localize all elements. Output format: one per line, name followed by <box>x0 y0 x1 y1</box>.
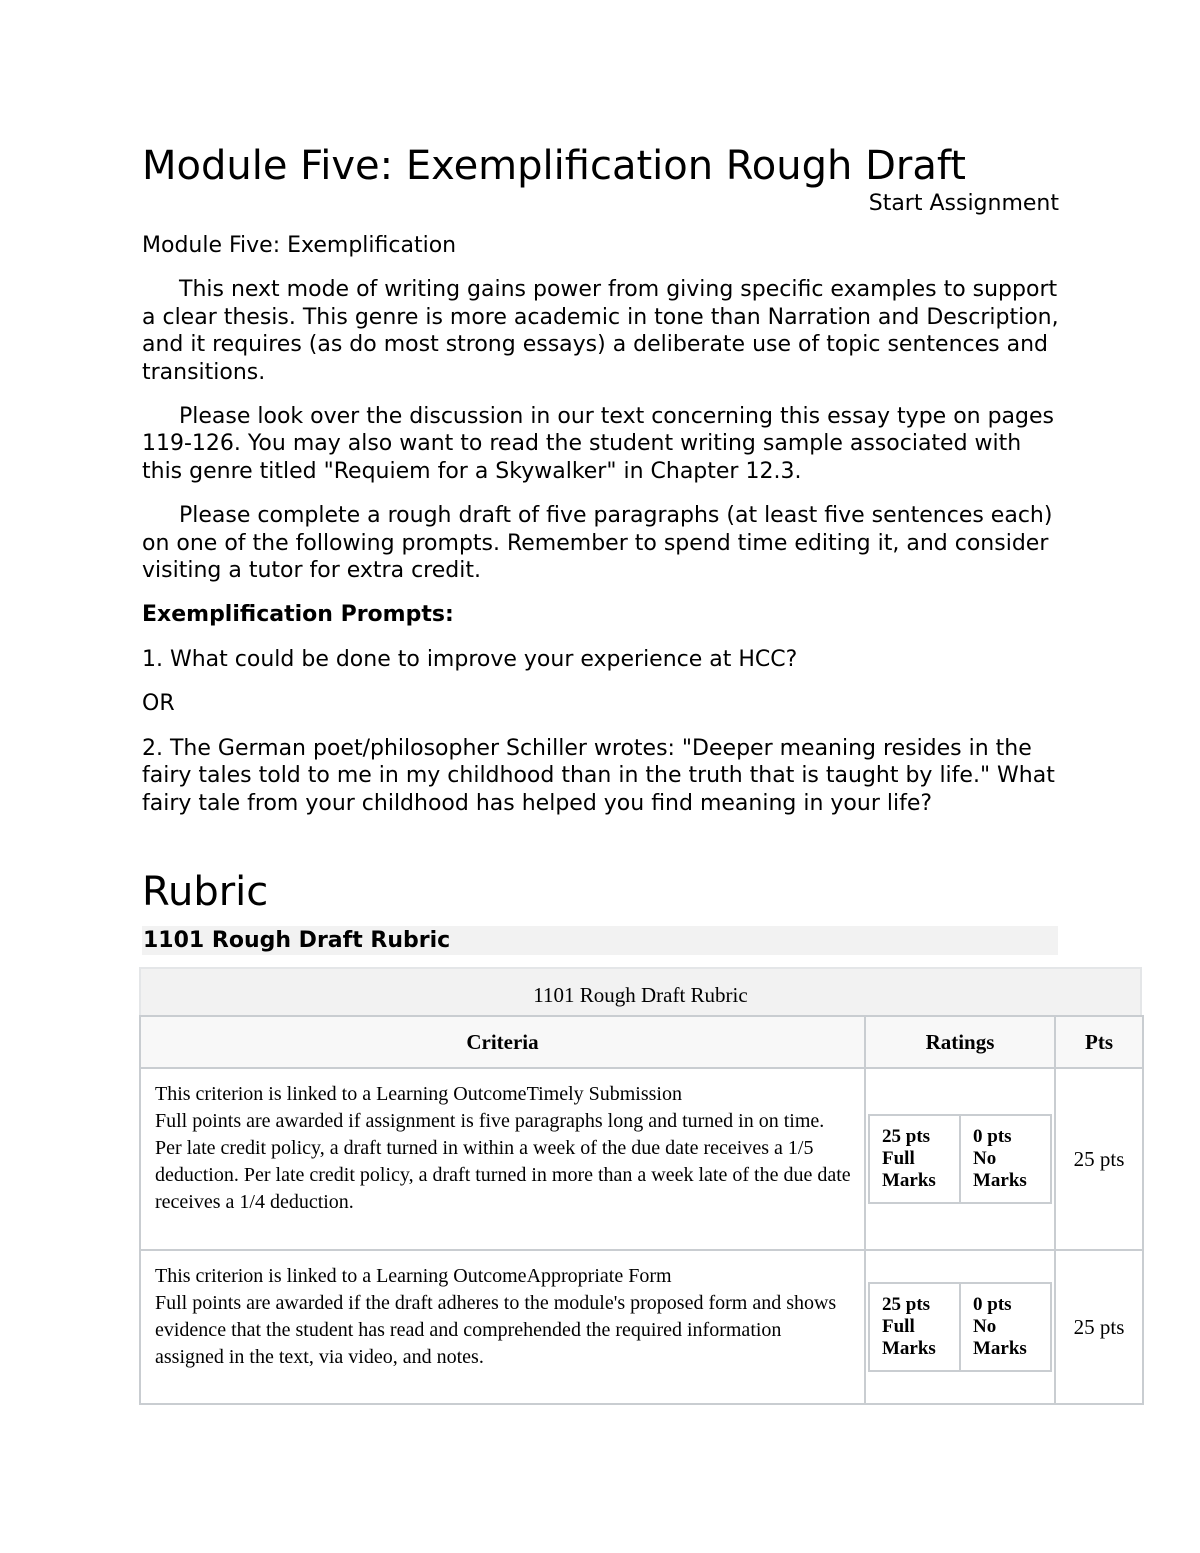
reading-paragraph: Please look over the discussion in our text concerning this essay type on pages 119-126. You may also want to read the student writing sample associated with this genre titled "Requiem for a Skywalker" in Chapter 12.3. <box>142 404 1054 484</box>
rating-points: 25 pts <box>882 1126 931 1147</box>
rubric-table-container <box>139 967 1142 1405</box>
rubric-heading: Rubric <box>142 869 269 915</box>
ratings-cell <box>865 1068 1055 1250</box>
criterion-cell <box>140 1068 865 1250</box>
column-header-pts: Pts <box>1055 1016 1143 1068</box>
rating-label: No <box>973 1316 997 1337</box>
criterion-title: This criterion is linked to a Learning OutcomeTimely Submission <box>155 1083 682 1105</box>
rubric-header-row <box>140 1016 1143 1068</box>
ratings-group <box>868 1114 1052 1204</box>
criterion-title: This criterion is linked to a Learning OutcomeAppropriate Form <box>155 1265 672 1287</box>
rating-points: 25 pts <box>882 1294 931 1315</box>
rating-full-marks[interactable] <box>870 1284 959 1370</box>
rating-points: 0 pts <box>973 1126 1012 1147</box>
rating-label: No <box>973 1148 997 1169</box>
rating-label: Marks <box>973 1338 1027 1359</box>
module-line: Module Five: Exemplification <box>142 233 457 258</box>
rating-no-marks[interactable] <box>959 1116 1050 1202</box>
criterion-cell <box>140 1250 865 1404</box>
prompts-heading: Exemplification Prompts: <box>142 602 454 628</box>
prompt-separator: OR <box>142 691 175 717</box>
criterion-description: Full points are awarded if assignment is five paragraphs long and turned in on time. Per late credit policy, a draft turned in within a week of the due date receives a 1/5 deduction. Per late credit policy, a draft turned in more than a week late of the due date receives a 1/4 deduction. <box>155 1110 851 1213</box>
rating-label: Full <box>882 1316 915 1337</box>
prompt-2: 2. The German poet/philosopher Schiller wrotes: "Deeper meaning resides in the fairy tales told to me in my childhood than in the truth that is taught by life." What fairy tale from your childhood has helped you find meaning in your life? <box>142 735 1055 816</box>
rubric-caption: 1101 Rough Draft Rubric <box>139 967 1142 1015</box>
rating-label: Marks <box>882 1338 936 1359</box>
assignment-description <box>142 232 1060 834</box>
criterion-description: Full points are awarded if the draft adheres to the module's proposed form and shows evidence that the student has read and comprehended the required information assigned in the text, via video, and notes. <box>155 1292 837 1368</box>
instructions-paragraph: Please complete a rough draft of five paragraphs (at least five sentences each) on one of the following prompts. Remember to spend time editing it, and consider visiting a tutor for extra credit. <box>142 503 1053 584</box>
rating-label: Full <box>882 1148 915 1169</box>
rubric-row-timely-submission <box>140 1068 1143 1250</box>
points-cell: 25 pts <box>1055 1250 1143 1404</box>
page-title: Module Five: Exemplification Rough Draft <box>142 143 966 189</box>
ratings-group <box>868 1282 1052 1372</box>
rating-full-marks[interactable] <box>870 1116 959 1202</box>
rubric-row-appropriate-form <box>140 1250 1143 1404</box>
start-assignment-button[interactable]: Start Assignment <box>868 191 1059 216</box>
column-header-criteria: Criteria <box>140 1016 865 1068</box>
ratings-cell <box>865 1250 1055 1404</box>
rating-no-marks[interactable] <box>959 1284 1050 1370</box>
rubric-table <box>139 1015 1144 1405</box>
intro-paragraph: This next mode of writing gains power from giving specific examples to support a clear thesis. This genre is more academic in tone than Narration and Description, and it requires (as do most strong essays) a deliberate use of topic sentences and transitions. <box>142 277 1059 385</box>
rating-label: Marks <box>973 1170 1027 1191</box>
rating-points: 0 pts <box>973 1294 1012 1315</box>
points-cell: 25 pts <box>1055 1068 1143 1250</box>
column-header-ratings: Ratings <box>865 1016 1055 1068</box>
prompt-1: 1. What could be done to improve your experience at HCC? <box>142 646 798 672</box>
rubric-subheading: 1101 Rough Draft Rubric <box>143 928 451 953</box>
rating-label: Marks <box>882 1170 936 1191</box>
